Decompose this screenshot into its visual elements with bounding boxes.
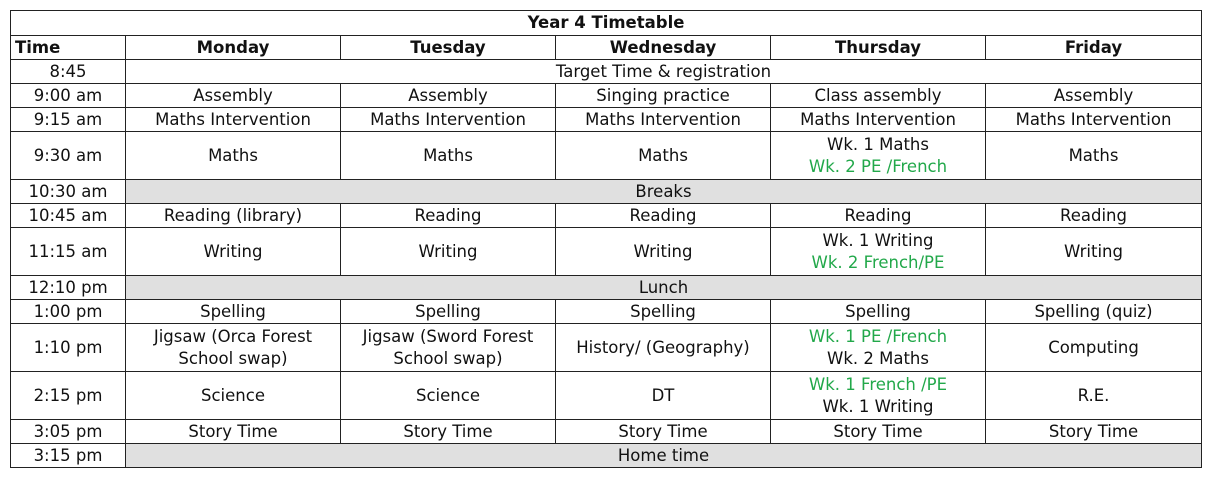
time-cell: 3:05 pm bbox=[11, 420, 126, 444]
monday-line-2: School swap) bbox=[178, 348, 288, 368]
wednesday-cell: Singing practice bbox=[556, 84, 771, 108]
friday-cell: Story Time bbox=[986, 420, 1202, 444]
time-cell: 2:15 pm bbox=[11, 372, 126, 420]
time-cell: 11:15 am bbox=[11, 228, 126, 276]
thursday-cell: Maths Intervention bbox=[771, 108, 986, 132]
header-friday: Friday bbox=[986, 36, 1202, 60]
thursday-cell bbox=[771, 228, 986, 276]
span-cell: Target Time & registration bbox=[126, 60, 1202, 84]
table-row bbox=[11, 180, 1202, 204]
table-row bbox=[11, 108, 1202, 132]
header-thursday: Thursday bbox=[771, 36, 986, 60]
wednesday-cell: DT bbox=[556, 372, 771, 420]
break-cell: Breaks bbox=[126, 180, 1202, 204]
thursday-cell bbox=[771, 372, 986, 420]
thursday-cell: Story Time bbox=[771, 420, 986, 444]
friday-cell: Maths bbox=[986, 132, 1202, 180]
tuesday-cell bbox=[341, 324, 556, 372]
lunch-cell: Lunch bbox=[126, 276, 1202, 300]
wednesday-cell: Reading bbox=[556, 204, 771, 228]
thursday-week2-text: Wk. 2 Maths bbox=[827, 348, 929, 368]
timetable-title: Year 4 Timetable bbox=[11, 11, 1202, 36]
title-row bbox=[11, 11, 1202, 36]
table-row bbox=[11, 420, 1202, 444]
table-row bbox=[11, 444, 1202, 468]
thursday-week1-writing-text: Wk. 1 Writing bbox=[822, 396, 934, 416]
header-monday: Monday bbox=[126, 36, 341, 60]
table-row bbox=[11, 324, 1202, 372]
monday-cell: Spelling bbox=[126, 300, 341, 324]
table-row bbox=[11, 60, 1202, 84]
table-row bbox=[11, 300, 1202, 324]
table-row bbox=[11, 276, 1202, 300]
tuesday-cell: Writing bbox=[341, 228, 556, 276]
wednesday-cell: Writing bbox=[556, 228, 771, 276]
tuesday-cell: Spelling bbox=[341, 300, 556, 324]
table-row bbox=[11, 372, 1202, 420]
monday-line-1: Jigsaw (Orca Forest bbox=[153, 326, 313, 346]
tuesday-cell: Maths bbox=[341, 132, 556, 180]
friday-cell: Maths Intervention bbox=[986, 108, 1202, 132]
thursday-cell bbox=[771, 324, 986, 372]
time-cell: 1:10 pm bbox=[11, 324, 126, 372]
header-time: Time bbox=[11, 36, 126, 60]
thursday-cell: Spelling bbox=[771, 300, 986, 324]
tuesday-line-1: Jigsaw (Sword Forest bbox=[362, 326, 534, 346]
monday-cell: Science bbox=[126, 372, 341, 420]
table-row bbox=[11, 204, 1202, 228]
monday-cell: Writing bbox=[126, 228, 341, 276]
thursday-cell bbox=[771, 132, 986, 180]
wednesday-cell: Spelling bbox=[556, 300, 771, 324]
table-row bbox=[11, 132, 1202, 180]
friday-cell: Spelling (quiz) bbox=[986, 300, 1202, 324]
time-cell: 9:00 am bbox=[11, 84, 126, 108]
wednesday-cell: Maths bbox=[556, 132, 771, 180]
thursday-week1-text: Wk. 1 French /PE bbox=[808, 374, 948, 394]
thursday-week2-text: Wk. 2 French/PE bbox=[811, 252, 945, 272]
thursday-cell: Class assembly bbox=[771, 84, 986, 108]
friday-cell: R.E. bbox=[986, 372, 1202, 420]
thursday-week2-text: Wk. 2 PE /French bbox=[808, 156, 948, 176]
thursday-week1-text: Wk. 1 Writing bbox=[822, 230, 934, 250]
friday-cell: Assembly bbox=[986, 84, 1202, 108]
monday-cell: Maths Intervention bbox=[126, 108, 341, 132]
monday-cell: Story Time bbox=[126, 420, 341, 444]
time-cell: 8:45 bbox=[11, 60, 126, 84]
monday-cell: Maths bbox=[126, 132, 341, 180]
table-row bbox=[11, 84, 1202, 108]
monday-cell: Assembly bbox=[126, 84, 341, 108]
header-tuesday: Tuesday bbox=[341, 36, 556, 60]
timetable bbox=[10, 10, 1202, 468]
tuesday-cell: Assembly bbox=[341, 84, 556, 108]
thursday-week1-text: Wk. 1 PE /French bbox=[808, 326, 948, 346]
time-cell: 12:10 pm bbox=[11, 276, 126, 300]
friday-cell: Computing bbox=[986, 324, 1202, 372]
tuesday-cell: Maths Intervention bbox=[341, 108, 556, 132]
table-row bbox=[11, 228, 1202, 276]
time-cell: 9:15 am bbox=[11, 108, 126, 132]
tuesday-cell: Story Time bbox=[341, 420, 556, 444]
tuesday-cell: Science bbox=[341, 372, 556, 420]
monday-cell: Reading (library) bbox=[126, 204, 341, 228]
time-cell: 10:30 am bbox=[11, 180, 126, 204]
wednesday-cell: Story Time bbox=[556, 420, 771, 444]
time-cell: 10:45 am bbox=[11, 204, 126, 228]
header-wednesday: Wednesday bbox=[556, 36, 771, 60]
friday-cell: Writing bbox=[986, 228, 1202, 276]
friday-cell: Reading bbox=[986, 204, 1202, 228]
time-cell: 9:30 am bbox=[11, 132, 126, 180]
thursday-cell: Reading bbox=[771, 204, 986, 228]
wednesday-cell: Maths Intervention bbox=[556, 108, 771, 132]
tuesday-line-2: School swap) bbox=[393, 348, 503, 368]
time-cell: 1:00 pm bbox=[11, 300, 126, 324]
monday-cell bbox=[126, 324, 341, 372]
thursday-week1-text: Wk. 1 Maths bbox=[827, 134, 929, 154]
wednesday-cell: History/ (Geography) bbox=[556, 324, 771, 372]
home-time-cell: Home time bbox=[126, 444, 1202, 468]
time-cell: 3:15 pm bbox=[11, 444, 126, 468]
tuesday-cell: Reading bbox=[341, 204, 556, 228]
header-row bbox=[11, 36, 1202, 60]
